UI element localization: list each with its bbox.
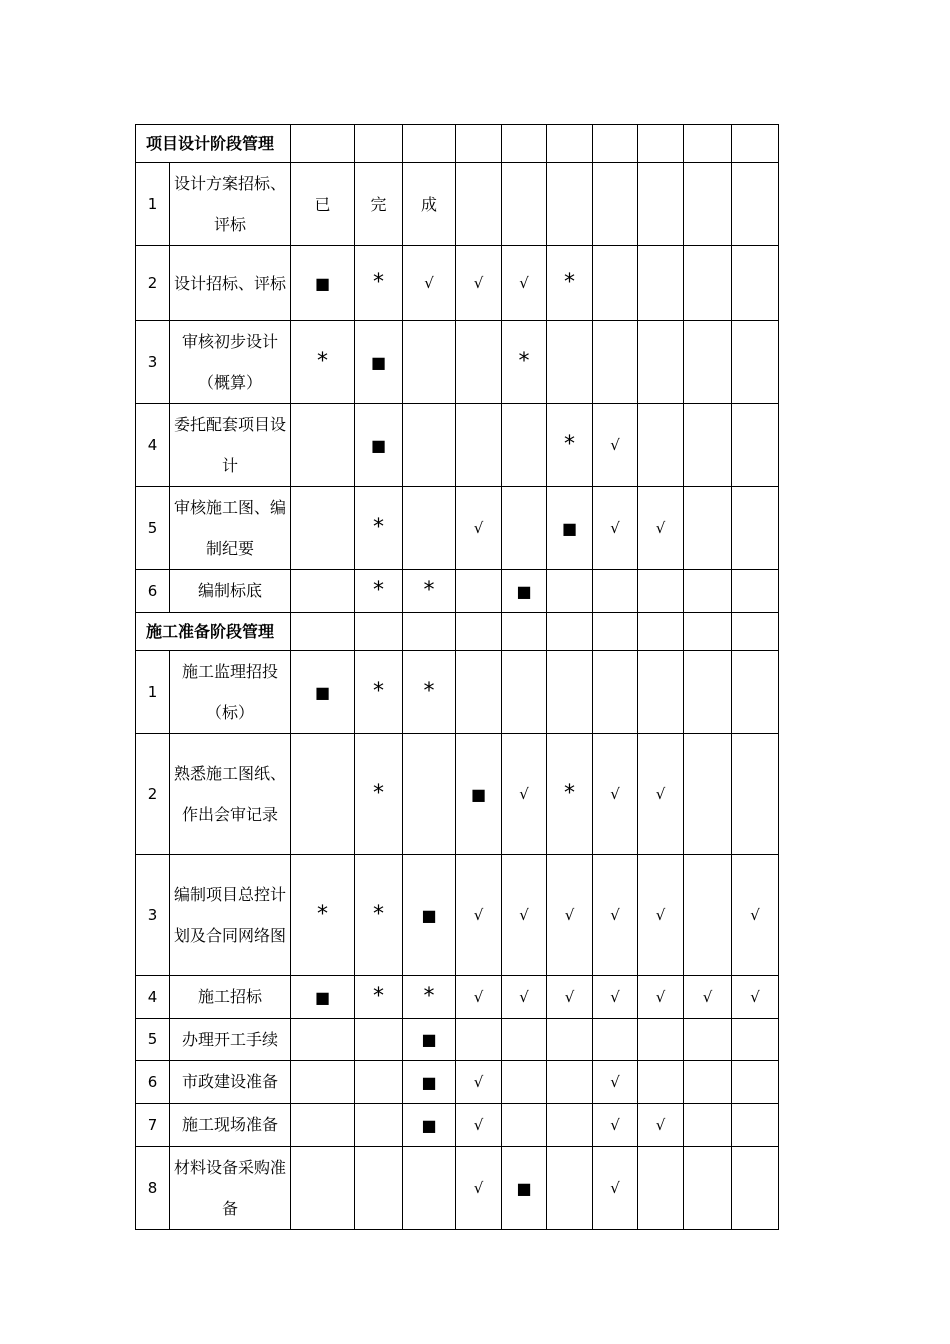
schedule-cell [593, 734, 638, 855]
schedule-cell [593, 321, 638, 404]
schedule-cell [355, 1104, 403, 1147]
check-marker: √ [610, 1073, 620, 1091]
table-row [136, 163, 779, 246]
table-row [136, 1061, 779, 1104]
schedule-cell [732, 321, 779, 404]
schedule-cell [403, 1147, 456, 1230]
schedule-cell [502, 734, 547, 855]
schedule-cell [684, 246, 732, 321]
star-marker: * [564, 781, 575, 806]
empty-cell [355, 613, 403, 651]
row-number: 6 [136, 1061, 170, 1104]
section-title: 项目设计阶段管理 [136, 125, 291, 163]
schedule-cell [291, 570, 355, 613]
section-header-row [136, 613, 779, 651]
row-number: 5 [136, 487, 170, 570]
check-marker: √ [519, 785, 529, 803]
schedule-cell [732, 1019, 779, 1061]
star-marker: * [423, 984, 435, 1009]
schedule-cell [593, 246, 638, 321]
schedule-cell [502, 321, 547, 404]
check-marker: √ [610, 1179, 620, 1197]
schedule-cell [593, 570, 638, 613]
schedule-cell [732, 734, 779, 855]
star-marker: * [423, 679, 435, 704]
schedule-cell [684, 976, 732, 1019]
empty-cell [732, 613, 779, 651]
task-name: 设计方案招标、评标 [170, 163, 291, 246]
row-number: 4 [136, 404, 170, 487]
empty-cell [547, 125, 593, 163]
check-marker: √ [473, 1116, 484, 1134]
check-marker: √ [473, 988, 484, 1006]
schedule-cell [547, 1104, 593, 1147]
table-row [136, 855, 779, 976]
star-marker: * [564, 270, 575, 295]
schedule-cell [593, 1147, 638, 1230]
schedule-cell [355, 487, 403, 570]
schedule-cell [291, 1104, 355, 1147]
row-number: 2 [136, 734, 170, 855]
schedule-cell [638, 321, 684, 404]
square-marker: ■ [516, 1178, 532, 1198]
star-marker: * [564, 432, 575, 457]
schedule-cell [456, 734, 502, 855]
schedule-cell [403, 976, 456, 1019]
schedule-cell [502, 1019, 547, 1061]
empty-cell [547, 613, 593, 651]
row-number: 2 [136, 246, 170, 321]
schedule-cell [732, 570, 779, 613]
schedule-cell [456, 976, 502, 1019]
check-marker: √ [473, 906, 484, 924]
schedule-cell [502, 651, 547, 734]
schedule-cell [456, 1147, 502, 1230]
schedule-cell [456, 321, 502, 404]
schedule-cell [502, 1061, 547, 1104]
task-name: 编制标底 [170, 570, 291, 613]
schedule-cell [403, 1019, 456, 1061]
schedule-cell [638, 651, 684, 734]
square-marker: ■ [314, 987, 331, 1007]
star-marker: * [373, 679, 384, 704]
task-name: 委托配套项目设计 [170, 404, 291, 487]
check-marker: √ [655, 988, 666, 1006]
schedule-cell [593, 1061, 638, 1104]
schedule-cell [291, 246, 355, 321]
schedule-cell [684, 570, 732, 613]
schedule-cell [291, 487, 355, 570]
schedule-cell [456, 163, 502, 246]
check-marker: √ [610, 906, 620, 924]
check-marker: √ [610, 988, 620, 1006]
schedule-cell [684, 487, 732, 570]
schedule-cell [502, 487, 547, 570]
schedule-cell [502, 976, 547, 1019]
star-marker: * [373, 515, 384, 540]
check-marker: √ [473, 274, 484, 292]
empty-cell [684, 125, 732, 163]
schedule-cell [403, 1061, 456, 1104]
schedule-cell [502, 855, 547, 976]
schedule-cell [291, 734, 355, 855]
schedule-cell [502, 570, 547, 613]
row-number: 1 [136, 651, 170, 734]
schedule-cell [638, 487, 684, 570]
empty-cell [638, 125, 684, 163]
schedule-cell [638, 855, 684, 976]
schedule-cell [547, 246, 593, 321]
schedule-cell [403, 246, 456, 321]
empty-cell [593, 613, 638, 651]
schedule-cell [638, 163, 684, 246]
check-marker: √ [655, 906, 666, 924]
table-row [136, 246, 779, 321]
check-marker: √ [655, 519, 666, 537]
schedule-cell [732, 976, 779, 1019]
square-marker: ■ [516, 581, 532, 601]
check-marker: √ [473, 1179, 484, 1197]
task-name: 施工现场准备 [170, 1104, 291, 1147]
schedule-cell [456, 404, 502, 487]
table-row [136, 1019, 779, 1061]
check-marker: √ [519, 906, 529, 924]
task-name: 材料设备采购准备 [170, 1147, 291, 1230]
empty-cell [355, 125, 403, 163]
square-marker: ■ [470, 784, 487, 804]
star-marker: * [317, 902, 328, 927]
schedule-cell [355, 734, 403, 855]
schedule-cell [291, 1019, 355, 1061]
schedule-cell [593, 976, 638, 1019]
schedule-cell [456, 651, 502, 734]
empty-cell [403, 125, 456, 163]
square-marker: ■ [421, 1030, 437, 1049]
task-name: 办理开工手续 [170, 1019, 291, 1061]
schedule-cell [593, 404, 638, 487]
schedule-cell [593, 163, 638, 246]
schedule-cell [502, 1147, 547, 1230]
check-marker: √ [610, 785, 620, 803]
schedule-cell [547, 570, 593, 613]
row-number: 7 [136, 1104, 170, 1147]
table-row [136, 976, 779, 1019]
schedule-cell [547, 976, 593, 1019]
empty-cell [291, 613, 355, 651]
check-marker: √ [519, 988, 529, 1006]
empty-cell [638, 613, 684, 651]
row-number: 3 [136, 855, 170, 976]
check-marker: √ [519, 274, 529, 292]
schedule-cell [732, 651, 779, 734]
schedule-cell [547, 734, 593, 855]
star-marker: * [423, 578, 435, 603]
empty-cell [684, 613, 732, 651]
schedule-cell [684, 1147, 732, 1230]
schedule-cell [291, 321, 355, 404]
schedule-cell [291, 855, 355, 976]
schedule-cell [732, 855, 779, 976]
schedule-cell [355, 404, 403, 487]
schedule-cell [291, 404, 355, 487]
schedule-cell [593, 1019, 638, 1061]
table-row [136, 651, 779, 734]
check-marker: √ [655, 1116, 666, 1134]
schedule-cell [355, 1147, 403, 1230]
empty-cell [732, 125, 779, 163]
schedule-cell [403, 321, 456, 404]
row-number: 6 [136, 570, 170, 613]
schedule-cell [547, 404, 593, 487]
check-marker: √ [610, 436, 620, 454]
schedule-cell [355, 651, 403, 734]
task-name: 市政建设准备 [170, 1061, 291, 1104]
empty-cell [456, 125, 502, 163]
schedule-cell [403, 404, 456, 487]
schedule-cell [684, 1061, 732, 1104]
schedule-cell [547, 163, 593, 246]
schedule-cell [547, 1147, 593, 1230]
task-name: 审核施工图、编制纪要 [170, 487, 291, 570]
schedule-cell [291, 1061, 355, 1104]
table-row [136, 734, 779, 855]
square-marker: ■ [314, 682, 331, 702]
schedule-cell [593, 1104, 638, 1147]
check-marker: √ [702, 988, 713, 1006]
schedule-cell [291, 651, 355, 734]
schedule-cell [403, 570, 456, 613]
schedule-cell [638, 1147, 684, 1230]
schedule-cell [593, 487, 638, 570]
schedule-cell [547, 1061, 593, 1104]
schedule-cell [355, 976, 403, 1019]
schedule-cell [732, 1104, 779, 1147]
schedule-cell [593, 651, 638, 734]
empty-cell [502, 613, 547, 651]
schedule-cell [638, 1104, 684, 1147]
star-marker: * [373, 902, 384, 927]
schedule-cell [355, 246, 403, 321]
check-marker: √ [424, 274, 434, 292]
schedule-cell [547, 487, 593, 570]
square-marker: ■ [314, 273, 331, 293]
schedule-cell [355, 1019, 403, 1061]
cell-text: 成 [420, 194, 437, 214]
schedule-cell [502, 246, 547, 321]
schedule-cell [403, 487, 456, 570]
schedule-cell [403, 651, 456, 734]
schedule-cell [732, 163, 779, 246]
schedule-cell [684, 404, 732, 487]
schedule-cell [638, 1061, 684, 1104]
check-marker: √ [564, 988, 575, 1006]
task-name: 熟悉施工图纸、作出会审记录 [170, 734, 291, 855]
schedule-cell [684, 651, 732, 734]
schedule-cell [732, 404, 779, 487]
empty-cell [502, 125, 547, 163]
task-name: 编制项目总控计划及合同网络图 [170, 855, 291, 976]
schedule-cell [502, 404, 547, 487]
schedule-cell [732, 1061, 779, 1104]
schedule-cell [732, 487, 779, 570]
check-marker: √ [750, 906, 760, 924]
row-number: 3 [136, 321, 170, 404]
schedule-cell [291, 976, 355, 1019]
square-marker: ■ [421, 1072, 437, 1092]
check-marker: √ [655, 785, 666, 803]
schedule-cell [456, 1104, 502, 1147]
square-marker: ■ [421, 905, 437, 925]
schedule-cell [732, 1147, 779, 1230]
section-header-row [136, 125, 779, 163]
schedule-cell [547, 651, 593, 734]
schedule-cell [456, 1019, 502, 1061]
schedule-cell [502, 1104, 547, 1147]
task-name: 施工监理招投（标） [170, 651, 291, 734]
cell-text: 完 [370, 194, 387, 214]
schedule-cell [638, 976, 684, 1019]
schedule-cell [355, 321, 403, 404]
schedule-cell [684, 734, 732, 855]
table-row [136, 570, 779, 613]
schedule-cell [291, 163, 355, 246]
square-marker: ■ [421, 1115, 437, 1135]
schedule-cell [291, 1147, 355, 1230]
check-marker: √ [750, 988, 760, 1006]
schedule-cell [547, 1019, 593, 1061]
schedule-cell [403, 734, 456, 855]
schedule-cell [502, 163, 547, 246]
schedule-cell [638, 404, 684, 487]
cell-text: 已 [314, 194, 331, 214]
table-row [136, 1147, 779, 1230]
row-number: 4 [136, 976, 170, 1019]
empty-cell [291, 125, 355, 163]
empty-cell [403, 613, 456, 651]
schedule-cell [684, 1104, 732, 1147]
task-name: 设计招标、评标 [170, 246, 291, 321]
empty-cell [593, 125, 638, 163]
schedule-cell [684, 163, 732, 246]
check-marker: √ [473, 1073, 484, 1091]
row-number: 5 [136, 1019, 170, 1061]
table-row [136, 404, 779, 487]
schedule-cell [547, 855, 593, 976]
table-row [136, 487, 779, 570]
schedule-cell [638, 734, 684, 855]
schedule-cell [403, 163, 456, 246]
check-marker: √ [610, 519, 620, 537]
schedule-cell [684, 321, 732, 404]
schedule-cell [732, 246, 779, 321]
schedule-cell [456, 570, 502, 613]
schedule-cell [456, 855, 502, 976]
schedule-cell [638, 246, 684, 321]
schedule-cell [593, 855, 638, 976]
task-name: 审核初步设计（概算） [170, 321, 291, 404]
star-marker: * [317, 349, 328, 374]
schedule-cell [355, 1061, 403, 1104]
table-body [136, 125, 779, 1230]
check-marker: √ [564, 906, 575, 924]
stage-management-table [135, 124, 779, 1230]
row-number: 1 [136, 163, 170, 246]
table-row [136, 1104, 779, 1147]
schedule-cell [456, 1061, 502, 1104]
schedule-cell [456, 246, 502, 321]
check-marker: √ [610, 1116, 620, 1134]
schedule-cell [547, 321, 593, 404]
schedule-cell [638, 1019, 684, 1061]
square-marker: ■ [561, 518, 578, 538]
task-name: 施工招标 [170, 976, 291, 1019]
star-marker: * [373, 781, 384, 806]
schedule-cell [456, 487, 502, 570]
schedule-cell [355, 855, 403, 976]
square-marker: ■ [370, 352, 387, 372]
row-number: 8 [136, 1147, 170, 1230]
star-marker: * [373, 578, 384, 603]
schedule-cell [403, 1104, 456, 1147]
table-row [136, 321, 779, 404]
check-marker: √ [473, 519, 484, 537]
schedule-cell [684, 1019, 732, 1061]
schedule-cell [403, 855, 456, 976]
schedule-cell [355, 570, 403, 613]
empty-cell [456, 613, 502, 651]
section-title: 施工准备阶段管理 [136, 613, 291, 651]
schedule-cell [355, 163, 403, 246]
star-marker: * [373, 984, 384, 1009]
square-marker: ■ [370, 435, 387, 455]
schedule-cell [638, 570, 684, 613]
star-marker: * [518, 349, 530, 374]
star-marker: * [373, 270, 384, 295]
schedule-cell [684, 855, 732, 976]
